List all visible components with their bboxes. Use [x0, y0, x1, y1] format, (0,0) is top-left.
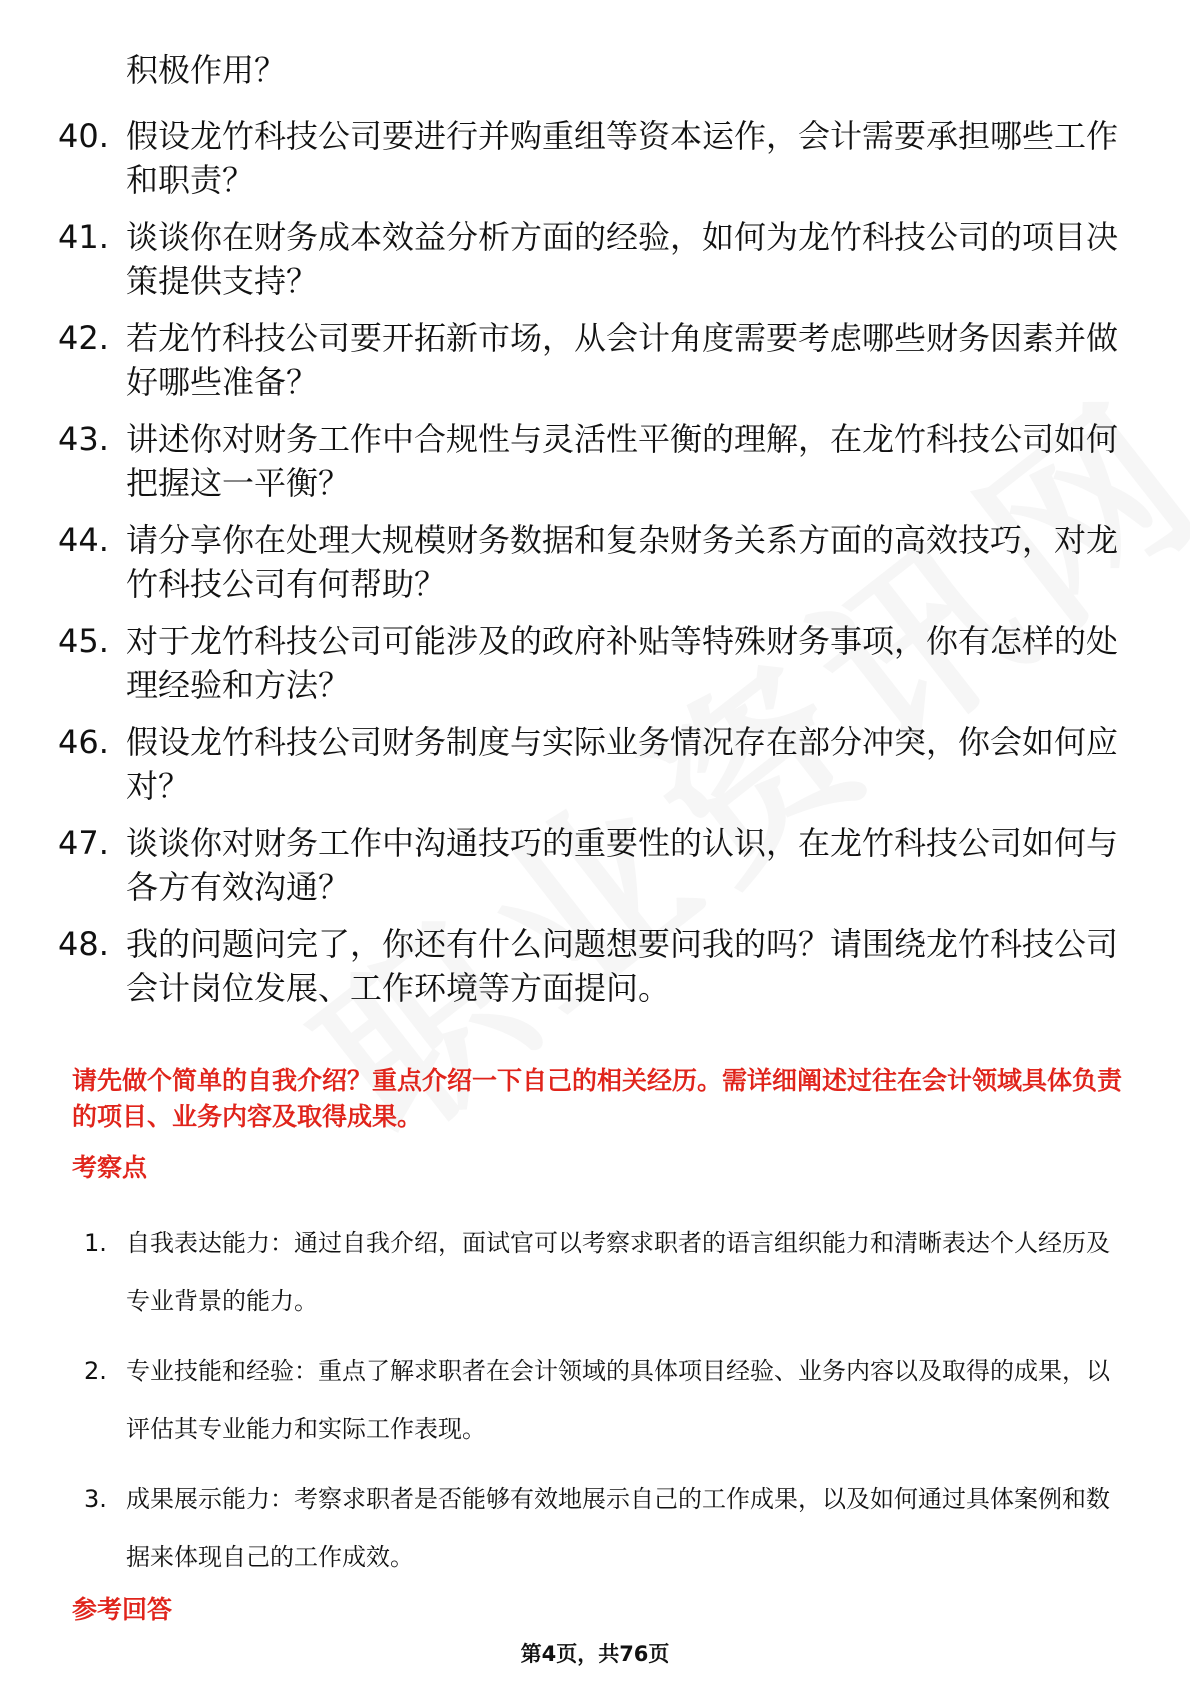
continued-question-text: 积极作用？ — [126, 51, 287, 89]
question-item — [58, 619, 1118, 707]
question-number: 40. — [58, 117, 109, 155]
question-item — [58, 720, 1118, 808]
question-text: 假设龙竹科技公司要进行并购重组等资本运作，会计需要承担哪些工作和职责？ — [126, 117, 1119, 199]
question-number: 43. — [58, 420, 109, 458]
question-list — [58, 114, 1118, 1023]
page-footer: 第4页，共76页 — [520, 1642, 670, 1666]
point-number: 3. — [84, 1485, 107, 1513]
question-item — [58, 417, 1118, 505]
intro-question-heading: 请先做个简单的自我介绍？重点介绍一下自己的相关经历。需详细阐述过往在会计领域具体负责的项目、业务内容及取得成果。 — [72, 1066, 1123, 1131]
question-number: 41. — [58, 218, 109, 256]
point-text: 专业技能和经验：重点了解求职者在会计领域的具体项目经验、业务内容以及取得的成果，以评估其专业能力和实际工作表现。 — [126, 1357, 1110, 1443]
point-text: 成果展示能力：考察求职者是否能够有效地展示自己的工作成果，以及如何通过具体案例和数据来体现自己的工作成效。 — [126, 1485, 1110, 1571]
question-item — [58, 114, 1118, 202]
question-text: 假设龙竹科技公司财务制度与实际业务情况存在部分冲突，你会如何应对？ — [126, 723, 1119, 805]
point-text: 自我表达能力：通过自我介绍，面试官可以考察求职者的语言组织能力和清晰表达个人经历及专业背景的能力。 — [126, 1229, 1110, 1315]
reference-answer-title: 参考回答 — [72, 1595, 173, 1624]
question-number: 47. — [58, 824, 109, 862]
question-number: 46. — [58, 723, 109, 761]
question-number: 44. — [58, 521, 109, 559]
assessment-points-list — [84, 1214, 1124, 1598]
question-text: 对于龙竹科技公司可能涉及的政府补贴等特殊财务事项，你有怎样的处理经验和方法？ — [126, 622, 1119, 704]
assessment-points-title: 考察点 — [72, 1153, 148, 1182]
question-item — [58, 922, 1118, 1010]
question-number: 42. — [58, 319, 109, 357]
question-text: 谈谈你对财务工作中沟通技巧的重要性的认识，在龙竹科技公司如何与各方有效沟通？ — [126, 824, 1119, 906]
question-item — [58, 316, 1118, 404]
question-number: 48. — [58, 925, 109, 963]
question-text: 谈谈你在财务成本效益分析方面的经验，如何为龙竹科技公司的项目决策提供支持？ — [126, 218, 1119, 300]
question-text: 请分享你在处理大规模财务数据和复杂财务关系方面的高效技巧，对龙竹科技公司有何帮助？ — [126, 521, 1119, 603]
question-text: 我的问题问完了，你还有什么问题想要问我的吗？请围绕龙竹科技公司会计岗位发展、工作环境等方面提问。 — [126, 925, 1119, 1007]
question-text: 讲述你对财务工作中合规性与灵活性平衡的理解，在龙竹科技公司如何把握这一平衡？ — [126, 420, 1119, 502]
question-item — [58, 215, 1118, 303]
point-number: 2. — [84, 1357, 107, 1385]
question-item — [58, 821, 1118, 909]
assessment-point — [84, 1214, 1124, 1330]
question-number: 45. — [58, 622, 109, 660]
point-number: 1. — [84, 1229, 107, 1257]
assessment-point — [84, 1342, 1124, 1458]
question-text: 若龙竹科技公司要开拓新市场，从会计角度需要考虑哪些财务因素并做好哪些准备？ — [126, 319, 1119, 401]
assessment-point — [84, 1470, 1124, 1586]
question-item — [58, 518, 1118, 606]
